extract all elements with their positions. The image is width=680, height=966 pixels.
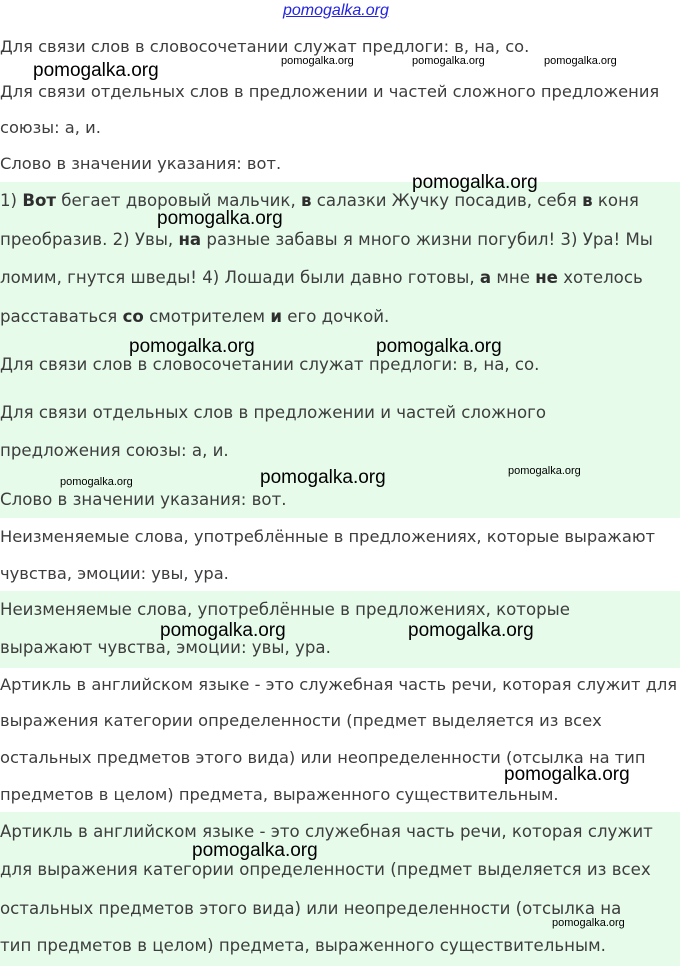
text-line: Для связи отдельных слов в предложении и частей сложного предложения xyxy=(0,82,660,101)
watermark: pomogalka.org xyxy=(192,840,318,861)
text-line: Неизменяемые слова, употреблённые в предложениях, которые xyxy=(0,600,570,619)
text-line: Для связи отдельных слов в предложении и частей сложного xyxy=(0,403,546,422)
watermark: pomogalka.org xyxy=(33,60,159,81)
watermark: pomogalka.org xyxy=(281,55,354,67)
text-line: ломим, гнутся шведы! 4) Лошади были давно готовы, а мне не хотелось xyxy=(0,268,643,287)
watermark: pomogalka.org xyxy=(157,208,283,229)
text-line: Для связи слов в словосочетании служат предлоги: в, на, со. xyxy=(0,355,540,374)
text-line: Артикль в английском языке - это служебная часть речи, которая служит для xyxy=(0,675,678,694)
watermark: pomogalka.org xyxy=(160,620,286,641)
watermark: pomogalka.org xyxy=(544,55,617,67)
watermark: pomogalka.org xyxy=(376,336,502,357)
text-line: Неизменяемые слова, употреблённые в предложениях, которые выражают xyxy=(0,527,656,546)
text-line: Для связи слов в словосочетании служат предлоги: в, на, со. xyxy=(0,37,530,56)
watermark: pomogalka.org xyxy=(504,764,630,785)
text-line: Слово в значении указания: вот. xyxy=(0,154,282,173)
text-line: тип предметов в целом) предмета, выраженного существительным. xyxy=(0,936,606,955)
text-line: 1) Вот бегает дворовый мальчик, в салазки Жучку посадив, себя в коня xyxy=(0,191,639,210)
text-line: предложения союзы: а, и. xyxy=(0,441,229,460)
watermark: pomogalka.org xyxy=(60,476,133,488)
text-line: выражения категории определенности (предмет выделяется из всех xyxy=(0,711,602,730)
text-line: Слово в значении указания: вот. xyxy=(0,490,287,509)
text-line: выражают чувства, эмоции: увы, ура. xyxy=(0,638,331,657)
watermark: pomogalka.org xyxy=(129,336,255,357)
watermark: pomogalka.org xyxy=(412,172,538,193)
text-line: преобразив. 2) Увы, на разные забавы я много жизни погубил! 3) Ура! Мы xyxy=(0,230,653,249)
text-line: предметов в целом) предмета, выраженного существительным. xyxy=(0,785,559,804)
watermark: pomogalka.org xyxy=(552,917,625,929)
watermark: pomogalka.org xyxy=(260,467,386,488)
watermark: pomogalka.org xyxy=(283,2,389,19)
text-line: остальных предметов этого вида) или неопределенности (отсылка на xyxy=(0,899,622,918)
watermark: pomogalka.org xyxy=(412,55,485,67)
text-line: для выражения категории определенности (предмет выделяется из всех xyxy=(0,860,651,879)
watermark: pomogalka.org xyxy=(408,620,534,641)
watermark: pomogalka.org xyxy=(508,465,581,477)
text-line: остальных предметов этого вида) или неопределенности (отсылка на тип xyxy=(0,748,646,767)
text-line: союзы: а, и. xyxy=(0,118,101,137)
text-line: расставаться со смотрителем и его дочкой. xyxy=(0,307,390,326)
text-line: Артикль в английском языке - это служебная часть речи, которая служит xyxy=(0,822,653,841)
text-line: чувства, эмоции: увы, ура. xyxy=(0,564,229,583)
